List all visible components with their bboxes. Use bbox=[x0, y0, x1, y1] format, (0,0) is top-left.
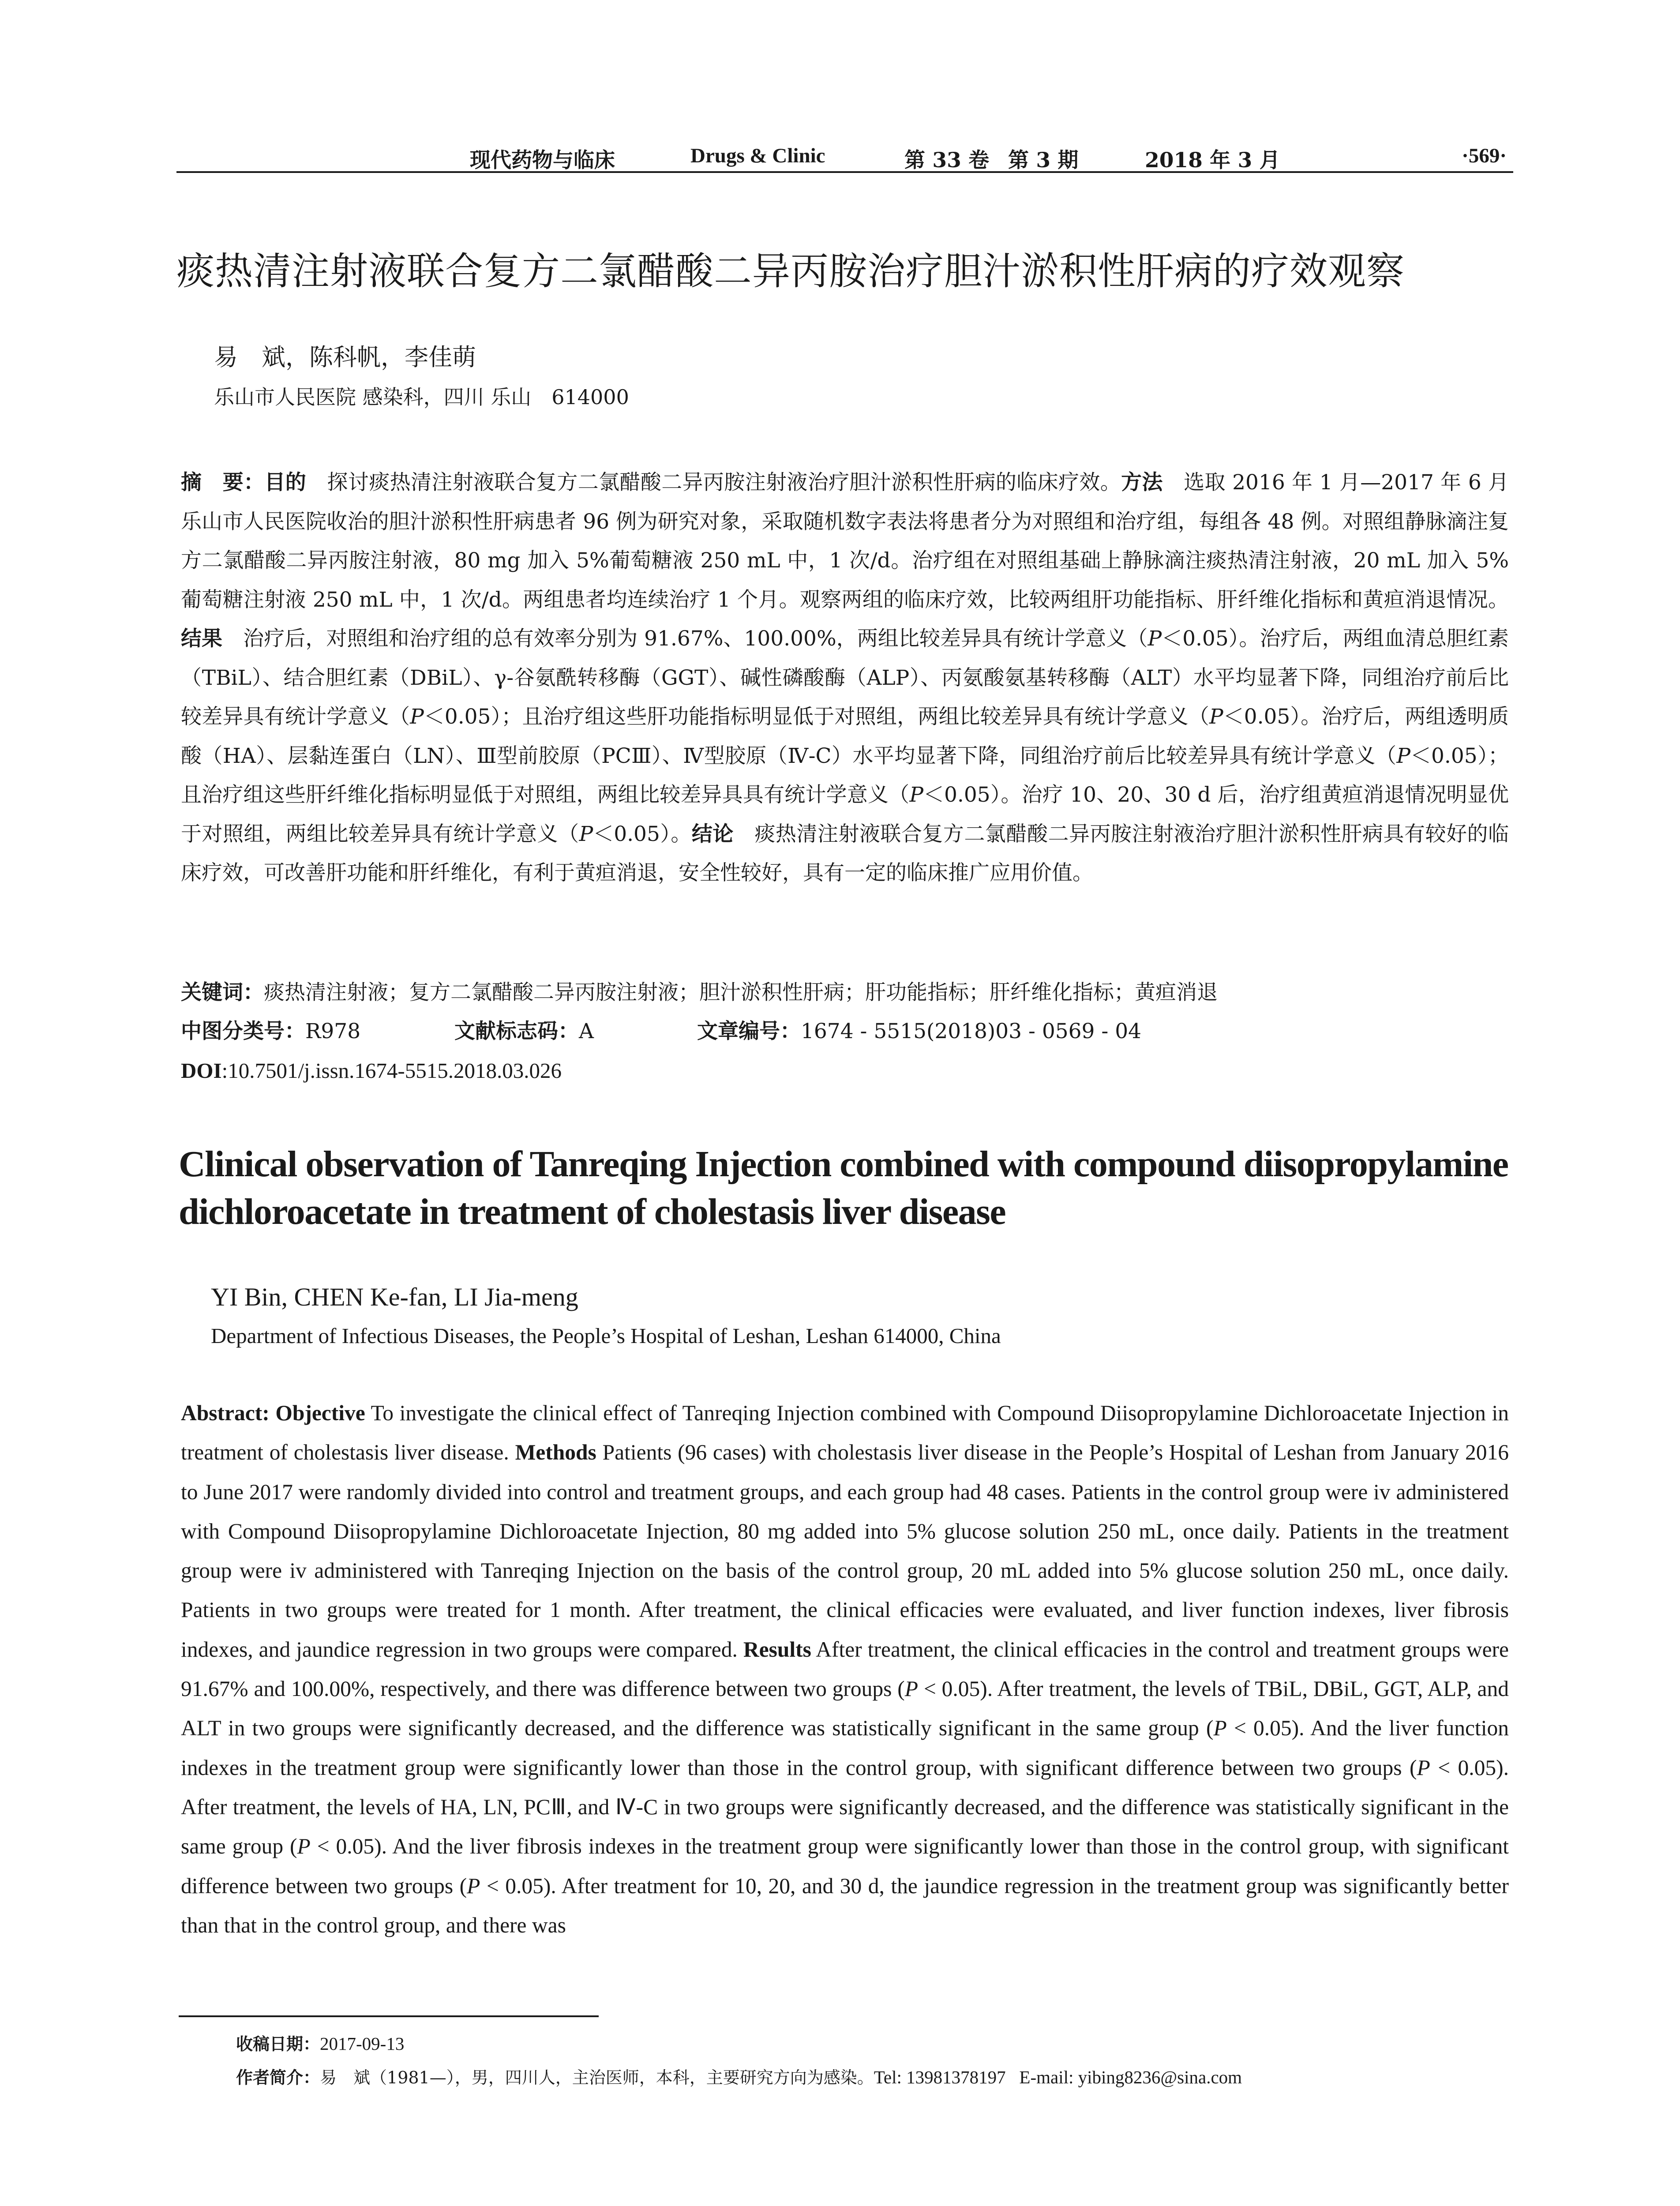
results-text-en: < 0.05). And the liver function indexes in the treatment group were significantly lower than those in the control group, with significant difference between two groups ( bbox=[181, 1716, 1509, 1780]
p-symbol: P bbox=[467, 1873, 480, 1898]
affiliation-cn: 乐山市人民医院 感染科，四川 乐山 614000 bbox=[214, 385, 629, 409]
journal-name-en: Drugs & Clinic bbox=[690, 144, 825, 167]
paper-title-cn: 痰热清注射液联合复方二氯醋酸二异丙胺治疗胆汁淤积性肝病的疗效观察 bbox=[176, 249, 1405, 293]
clc-number bbox=[181, 1016, 360, 1047]
p-symbol: P bbox=[1417, 1755, 1430, 1780]
abstract-label-cn: 摘 要： bbox=[181, 470, 265, 495]
author-bio bbox=[236, 2064, 1242, 2091]
p-symbol: P bbox=[909, 783, 923, 807]
clc-label: 中图分类号： bbox=[181, 1019, 305, 1043]
p-symbol: P bbox=[1213, 1716, 1227, 1741]
doi-label: DOI bbox=[181, 1058, 222, 1083]
abstract-en bbox=[181, 1393, 1509, 1945]
journal-name-cn: 现代药物与临床 bbox=[470, 148, 615, 173]
authors-cn: 易 斌，陈科帆，李佳萌 bbox=[214, 343, 476, 371]
running-header bbox=[176, 140, 1513, 173]
results-text-en: < 0.05). After treatment, the levels of TBiL, DBiL, GGT, ALP, and ALT in two groups were significantly decreased, and the difference was statistically significant in the same group ( bbox=[181, 1677, 1509, 1741]
doi bbox=[181, 1055, 1509, 1086]
article-no-value: 1674 - 5515(2018)03 - 0569 - 04 bbox=[801, 1019, 1142, 1043]
doc-code-label: 文献标志码： bbox=[454, 1019, 579, 1043]
results-text-cn: ＜0.05）。治疗后，两组透明质酸（HA）、层黏连蛋白（LN）、Ⅲ型前胶原（PCⅢ）、Ⅳ型胶原（Ⅳ-C）水平均显著下降，同组治疗前后比较差异具有统计学意义（ bbox=[181, 705, 1509, 768]
abstract-en-body bbox=[181, 1393, 1509, 1945]
publication-date: 2018 年 3 月 bbox=[1145, 148, 1280, 173]
methods-label-en: Methods bbox=[515, 1440, 596, 1465]
received-label: 收稿日期： bbox=[236, 2034, 320, 2054]
doi-value[interactable]: :10.7501/j.issn.1674-5515.2018.03.026 bbox=[221, 1058, 562, 1083]
author-bio-label: 作者简介： bbox=[236, 2068, 320, 2087]
conclusion-label-cn: 结论 bbox=[691, 822, 734, 846]
issue: 第 3 期 bbox=[1008, 148, 1079, 173]
results-text-cn: ＜0.05）。治疗后，两组血清总胆红素（TBiL）、结合胆红素（DBiL）、γ-谷氨酰转移酶（GGT）、碱性磷酸酶（ALP）、丙氨酸氨基转移酶（ALT）水平均显著下降，同组治疗前后比较差异具有统计学意义（ bbox=[181, 627, 1509, 729]
objective-text-cn: 探讨痰热清注射液联合复方二氯醋酸二异丙胺注射液治疗胆汁淤积性肝病的临床疗效。 bbox=[306, 470, 1121, 495]
author-bio-text: 易 斌（1981—），男，四川人，主治医师，本科，主要研究方向为感染。 bbox=[320, 2068, 874, 2087]
p-symbol: P bbox=[1148, 627, 1162, 651]
received-date bbox=[236, 2030, 404, 2057]
results-text-en: < 0.05). After treatment for 10, 20, and 30 d, the jaundice regression in the treatment group was significantly better than that in the control group, and there was bbox=[181, 1873, 1509, 1937]
article-number bbox=[697, 1016, 1141, 1047]
p-symbol: P bbox=[297, 1834, 311, 1859]
results-text-en: < 0.05). And the liver fibrosis indexes in the treatment group were significantly lower than those in the control group, with significant difference between two groups ( bbox=[181, 1834, 1509, 1898]
volume: 第 33 卷 bbox=[904, 148, 990, 173]
methods-text-en: Patients (96 cases) with cholestasis liver disease in the People’s Hospital of Leshan from January 2016 to June 2017 were randomly divided into control and treatment groups, and each group had 48 cases. Patients in the control group were iv administered with Compound Diisopropylamine Dichloroacetate Injection, 80 mg added into 5% glucose solution 250 mL, once daily. Patients in the treatment group were iv administered with Tanreqing Injection on the basis of the control group, 20 mL added into 5% glucose solution 250 mL, once daily. Patients in two groups were treated for 1 month. After treatment, the clinical efficacies were evaluated, and liver function indexes, liver fibrosis indexes, and jaundice regression in two groups were compared. bbox=[181, 1440, 1509, 1662]
clc-value: R978 bbox=[305, 1019, 361, 1043]
p-symbol: P bbox=[579, 822, 593, 846]
objective-label-cn: 目的 bbox=[264, 470, 307, 495]
p-symbol: P bbox=[1209, 705, 1223, 729]
doc-code-value: A bbox=[579, 1019, 594, 1043]
results-text-cn: ＜0.05）；且治疗组这些肝纤维化指标明显低于对照组，两组比较差异具具有统计学意义（ bbox=[181, 743, 1509, 807]
received-value: 2017-09-13 bbox=[320, 2033, 405, 2054]
objective-text-en: To investigate the clinical effect of Tanreqing Injection combined with Compound Diisopropylamine Dichloroacetate Injection in treatment of cholestasis liver disease. bbox=[181, 1401, 1509, 1465]
methods-label-cn: 方法 bbox=[1121, 470, 1163, 495]
keywords-label-cn: 关键词： bbox=[181, 980, 264, 1005]
results-text-cn: 治疗后，对照组和治疗组的总有效率分别为 91.67%、100.00%，两组比较差异具有统计学意义（ bbox=[222, 627, 1148, 651]
conclusion-text-cn: 痰热清注射液联合复方二氯醋酸二异丙胺注射液治疗胆汁淤积性肝病具有较好的临床疗效，可改善肝功能和肝纤维化，有利于黄疸消退，安全性较好，具有一定的临床推广应用价值。 bbox=[181, 822, 1509, 885]
results-text-cn: ＜0.05）；且治疗组这些肝功能指标明显低于对照组，两组比较差异具有统计学意义（ bbox=[424, 705, 1210, 729]
authors-en: YI Bin, CHEN Ke-fan, LI Jia-meng bbox=[211, 1283, 578, 1311]
article-no-label: 文章编号： bbox=[697, 1019, 801, 1043]
p-symbol: P bbox=[904, 1677, 919, 1701]
paper-title-en: Clinical observation of Tanreqing Injection combined with compound diisopropylamine dichloroacetate in treatment of cholestasis liver disease bbox=[179, 1144, 1508, 1232]
document-code bbox=[454, 1016, 594, 1047]
author-email[interactable]: E-mail: yibing8236@sina.com bbox=[1019, 2067, 1242, 2087]
author-tel: Tel: 13981378197 bbox=[874, 2067, 1006, 2087]
abstract-cn bbox=[181, 463, 1509, 893]
results-text-en: < 0.05). After treatment, the levels of HA, LN, PCⅢ, and Ⅳ-C in two groups were significantly decreased, and the difference was statistically significant in the same group ( bbox=[181, 1755, 1509, 1859]
results-text-cn: ＜0.05）。 bbox=[593, 822, 692, 846]
keywords-text-cn: 痰热清注射液；复方二氯醋酸二异丙胺注射液；胆汁淤积性肝病；肝功能指标；肝纤维化指标；黄疸消退 bbox=[264, 980, 1218, 1005]
methods-text-cn: 选取 2016 年 1 月—2017 年 6 月乐山市人民医院收治的胆汁淤积性肝病患者 96 例为研究对象，采取随机数字表法将患者分为对照组和治疗组，每组各 48 例。对照组静脉滴注复方二氯醋酸二异丙胺注射液，80 mg 加入 5%葡萄糖液 250 mL 中，1 次/d。治疗组在对照组基础上静脉滴注痰热清注射液，20 mL 加入 5%葡萄糖注射液 250 mL 中，1 次/d。两组患者均连续治疗 1 个月。观察两组的临床疗效，比较两组肝功能指标、肝纤维化指标和黄疸消退情况。 bbox=[181, 470, 1509, 612]
keywords-cn bbox=[181, 977, 1509, 1008]
results-label-cn: 结果 bbox=[181, 627, 223, 651]
abstract-cn-body bbox=[181, 463, 1509, 893]
affiliation-en: Department of Infectious Diseases, the People’s Hospital of Leshan, Leshan 614000, China bbox=[211, 1324, 1001, 1348]
page-number: ·569· bbox=[1462, 144, 1507, 167]
abstract-label-en: Abstract: Objective bbox=[181, 1401, 365, 1425]
results-text-cn: ＜0.05）。治疗 10、20、30 d 后，治疗组黄疸消退情况明显优于对照组，两组比较差异具有统计学意义（ bbox=[181, 783, 1509, 846]
results-text-en: After treatment, the clinical efficacies in the control and treatment groups were 91.67% and 100.00%, respectively, and there was difference between two groups ( bbox=[181, 1637, 1509, 1701]
p-symbol: P bbox=[1396, 743, 1410, 768]
results-label-en: Results bbox=[743, 1637, 811, 1662]
p-symbol: P bbox=[410, 705, 424, 729]
footnote-divider bbox=[179, 2015, 599, 2017]
